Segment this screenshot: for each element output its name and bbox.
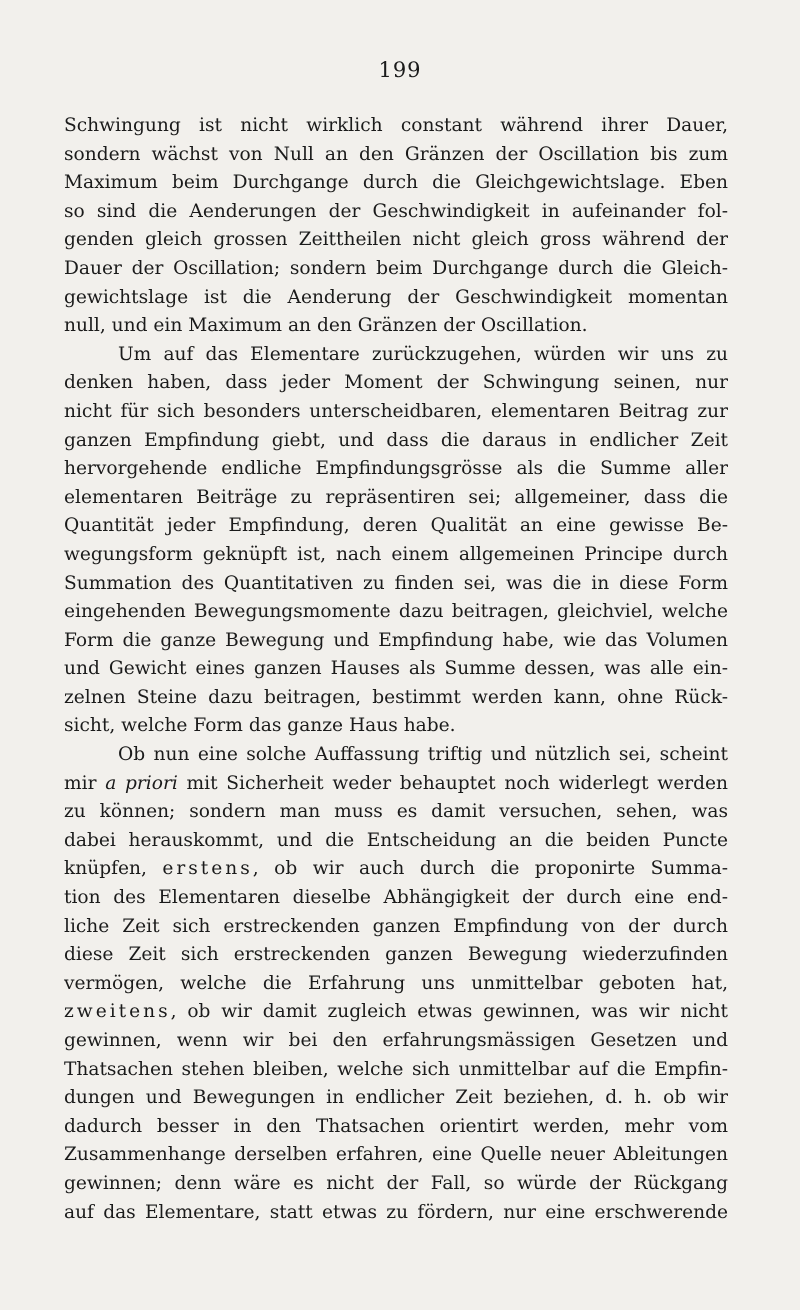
text-line: Maximum beim Durchgange durch die Gleichgewichtslage. Eben: [64, 172, 728, 194]
text-line: diese Zeit sich erstreckenden ganzen Bewegung wiederzufinden: [64, 944, 728, 966]
text-line: Quantität jeder Empfindung, deren Qualität an eine gewisse Be-: [64, 515, 728, 537]
text-line: so sind die Aenderungen der Geschwindigkeit in aufeinander fol-: [64, 200, 728, 222]
text-line: zu können; sondern man muss es damit versuchen, sehen, was: [64, 801, 728, 823]
text-line: wegungsform geknüpft ist, nach einem allgemeinen Principe durch: [64, 543, 728, 565]
text-line: Zusammenhange derselben erfahren, eine Quelle neuer Ableitungen: [64, 1144, 728, 1166]
text-segment: mit Sicherheit weder behauptet noch widerlegt werden: [177, 772, 728, 794]
text-segment: mir: [64, 772, 106, 794]
text-line: hervorgehende endliche Empfindungsgrösse als die Summe aller: [64, 458, 728, 480]
text-line: eingehenden Bewegungsmomente dazu beitragen, gleichviel, welche: [64, 601, 728, 623]
text-line: und Gewicht eines ganzen Hauses als Summe dessen, was alle ein-: [64, 658, 728, 680]
spaced-text: zweitens: [64, 1001, 171, 1023]
text-line: sicht, welche Form das ganze Haus habe.: [64, 715, 456, 737]
text-line: [64, 998, 728, 1027]
text-line: [64, 855, 728, 884]
text-line: denken haben, dass jeder Moment der Schwingung seinen, nur: [64, 372, 728, 394]
text-line: dabei herauskommt, und die Entscheidung an die beiden Puncte: [64, 829, 728, 851]
text-line: Summation des Quantitativen zu finden sei, was die in diese Form: [64, 572, 728, 594]
text-line: Schwingung ist nicht wirklich constant während ihrer Dauer,: [64, 115, 728, 136]
text-segment: , ob wir damit zugleich etwas gewinnen, was wir nicht: [170, 1001, 728, 1023]
text-line: dungen und Bewegungen in endlicher Zeit beziehen, d. h. ob wir: [64, 1087, 728, 1109]
text-line: gewichtslage ist die Aenderung der Geschwindigkeit momentan: [64, 286, 728, 308]
text-line: Thatsachen stehen bleiben, welche sich unmittelbar auf die Empfin-: [64, 1058, 728, 1080]
text-line: genden gleich grossen Zeittheilen nicht gleich gross während der: [64, 229, 728, 251]
page-number: 199: [378, 58, 422, 82]
text-line: zelnen Steine dazu beitragen, bestimmt werden kann, ohne Rück-: [64, 686, 728, 708]
spaced-text: erstens: [162, 858, 253, 880]
text-line: [64, 770, 728, 799]
text-line: null, und ein Maximum an den Gränzen der Oscillation.: [64, 315, 588, 337]
text-line: Form die ganze Bewegung und Empfindung habe, wie das Volumen: [64, 629, 728, 651]
text-line: Um auf das Elementare zurückzugehen, würden wir uns zu: [118, 343, 728, 365]
text-line: vermögen, welche die Erfahrung uns unmittelbar geboten hat,: [64, 972, 728, 994]
text-line: sondern wächst von Null an den Gränzen der Oscillation bis zum: [64, 143, 728, 165]
italic-text: a priori: [105, 772, 178, 794]
body-text: [64, 112, 728, 1227]
text-line: ganzen Empfindung giebt, und dass die daraus in endlicher Zeit: [64, 429, 728, 451]
text-line: tion des Elementaren dieselbe Abhängigkeit der durch eine end-: [64, 887, 728, 909]
text-line: gewinnen, wenn wir bei den erfahrungsmässigen Gesetzen und: [64, 1030, 728, 1051]
text-line: elementaren Beiträge zu repräsentiren sei; allgemeiner, dass die: [64, 486, 728, 508]
text-segment: knüpfen,: [64, 858, 163, 880]
text-line: auf das Elementare, statt etwas zu fördern, nur eine erschwerende: [64, 1201, 728, 1223]
text-line: nicht für sich besonders unterscheidbaren, elementaren Beitrag zur: [64, 400, 728, 422]
text-line: liche Zeit sich erstreckenden ganzen Empfindung von der durch: [64, 915, 728, 937]
text-line: gewinnen; denn wäre es nicht der Fall, so würde der Rückgang: [64, 1172, 728, 1194]
text-line: dadurch besser in den Thatsachen orientirt werden, mehr vom: [64, 1115, 728, 1137]
text-segment: , ob wir auch durch die proponirte Summa-: [252, 858, 728, 880]
text-line: Ob nun eine solche Auffassung triftig und nützlich sei, scheint: [118, 744, 728, 766]
text-line: Dauer der Oscillation; sondern beim Durchgange durch die Gleich-: [64, 257, 728, 279]
